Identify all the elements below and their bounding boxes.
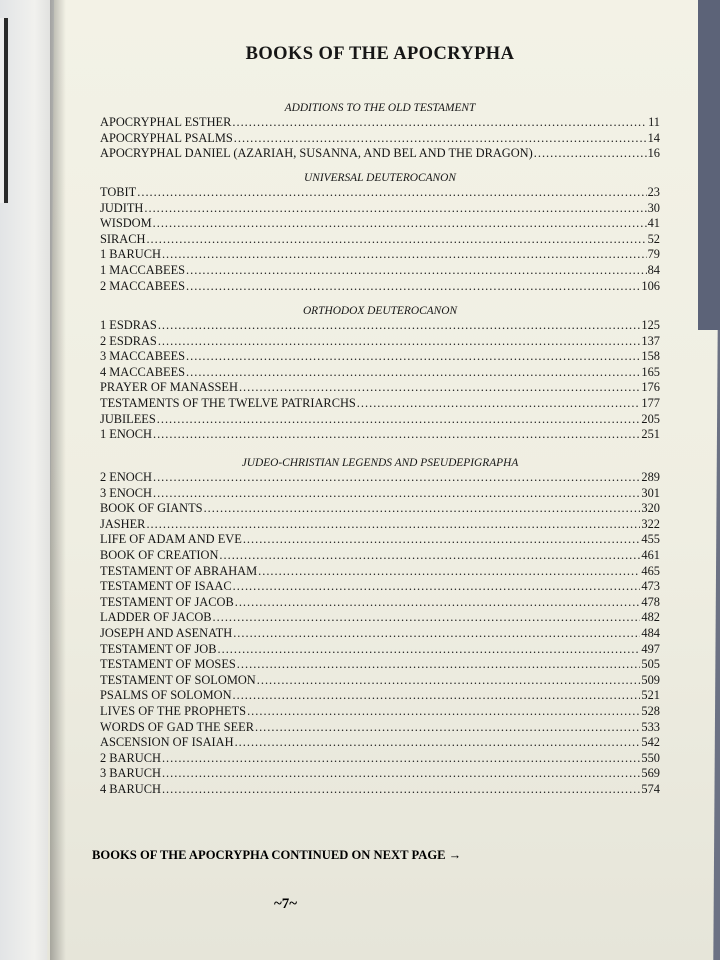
entry-page-number: 177	[641, 395, 660, 410]
entry-page-number: 30	[647, 200, 660, 215]
entry-title: 2 ENOCH	[100, 470, 152, 484]
dot-leader	[157, 412, 641, 428]
dot-leader	[146, 232, 646, 248]
entry-title: 1 ENOCH	[100, 427, 152, 442]
toc-entry	[100, 517, 660, 533]
entry-page-number: 484	[641, 625, 660, 640]
page-number: ~7~	[274, 896, 298, 912]
dot-leader	[243, 532, 641, 548]
dot-leader	[233, 688, 641, 704]
entry-title: 3 ENOCH	[100, 485, 152, 500]
entry-title: LADDER OF JACOB	[100, 610, 212, 625]
entry-title: BOOK OF CREATION	[100, 547, 219, 562]
dot-leader	[237, 657, 641, 673]
toc-entry	[100, 751, 660, 767]
section-heading: ADDITIONS TO THE OLD TESTAMENT	[284, 102, 476, 114]
toc-entry	[100, 610, 660, 626]
entry-page-number: 14	[647, 130, 660, 145]
entry-page-number: 533	[641, 719, 660, 734]
entry-page-number: 176	[641, 380, 660, 395]
toc-section-universal-deuterocanon	[100, 171, 660, 294]
entry-title: 1 ESDRAS	[100, 318, 157, 332]
entry-page-number: 41	[647, 216, 660, 231]
entry-page-number: 16	[647, 146, 660, 161]
toc-entry	[100, 735, 660, 751]
entry-title: WISDOM	[100, 216, 152, 231]
entry-title: 2 ESDRAS	[100, 333, 157, 348]
dot-leader	[158, 334, 641, 350]
dot-leader	[153, 486, 640, 502]
dot-leader	[357, 396, 641, 412]
entry-title: JOSEPH AND ASENATH	[100, 625, 233, 640]
entry-title: APOCRYPHAL ESTHER	[100, 115, 232, 129]
entry-title: PSALMS OF SOLOMON	[100, 688, 232, 703]
entry-title: LIFE OF ADAM AND EVE	[100, 532, 242, 547]
toc-entry	[100, 279, 660, 295]
dot-leader	[186, 349, 640, 365]
entry-page-number: 482	[641, 610, 660, 625]
entry-page-number: 106	[641, 278, 660, 293]
dot-leader	[235, 595, 641, 611]
entry-page-number: 509	[641, 672, 660, 687]
toc-entry	[100, 427, 660, 443]
table-of-contents	[100, 0, 680, 960]
toc-entry	[100, 626, 660, 642]
toc-entry	[100, 486, 660, 502]
dot-leader	[162, 751, 640, 767]
dot-leader	[186, 365, 640, 381]
toc-entry	[100, 318, 660, 334]
entry-title: 1 MACCABEES	[100, 262, 186, 277]
dot-leader	[144, 201, 646, 217]
entry-title: APOCRYPHAL PSALMS	[100, 130, 233, 145]
toc-entry	[100, 720, 660, 736]
entry-title: LIVES OF THE PROPHETS	[100, 703, 247, 718]
entry-page-number: 23	[647, 185, 660, 199]
dot-leader	[162, 766, 640, 782]
entry-title: SIRACH	[100, 231, 146, 246]
toc-entry	[100, 657, 660, 673]
entry-title: 1 BARUCH	[100, 247, 161, 262]
toc-entry	[100, 396, 660, 412]
dot-leader	[153, 427, 640, 443]
toc-entry	[100, 263, 660, 279]
entry-page-number: 497	[641, 641, 660, 656]
entry-page-number: 550	[641, 750, 660, 765]
entry-page-number: 79	[647, 247, 660, 262]
toc-entry	[100, 766, 660, 782]
dot-leader	[146, 517, 640, 533]
page-title: BOOKS OF THE APOCRYPHA	[245, 44, 515, 64]
toc-entry	[100, 201, 660, 217]
entry-title: TESTAMENT OF SOLOMON	[100, 672, 256, 687]
entry-page-number: 455	[641, 532, 660, 547]
entry-title: 3 BARUCH	[100, 766, 161, 781]
dot-leader	[162, 247, 647, 263]
toc-entry	[100, 131, 660, 147]
entry-title: JUDITH	[100, 200, 144, 215]
toc-entry	[100, 673, 660, 689]
toc-entry	[100, 185, 660, 201]
entry-page-number: 542	[641, 735, 660, 750]
entry-page-number: 521	[641, 688, 660, 703]
entry-title: TOBIT	[100, 185, 137, 199]
dot-leader	[233, 626, 640, 642]
entry-page-number: 461	[641, 547, 660, 562]
entry-page-number: 465	[641, 563, 660, 578]
entry-page-number: 320	[641, 501, 660, 516]
dot-leader	[158, 318, 641, 334]
dot-leader	[235, 735, 641, 751]
toc-entry	[100, 595, 660, 611]
entry-title: PRAYER OF MANASSEH	[100, 380, 238, 395]
dot-leader	[257, 673, 641, 689]
entry-title: 4 MACCABEES	[100, 364, 186, 379]
dot-leader	[204, 501, 641, 517]
dot-leader	[258, 564, 640, 580]
dot-leader	[186, 279, 640, 295]
entry-title: 2 BARUCH	[100, 750, 161, 765]
toc-section-orthodox-deuterocanon	[100, 304, 660, 443]
entry-title: WORDS OF GAD THE SEER	[100, 719, 254, 734]
entry-page-number: 322	[641, 516, 660, 531]
toc-entry	[100, 232, 660, 248]
entry-title: TESTAMENT OF MOSES	[100, 657, 236, 672]
entry-title: BOOK OF GIANTS	[100, 501, 203, 516]
dot-leader	[232, 115, 647, 131]
entry-title: 4 BARUCH	[100, 781, 161, 796]
dot-leader	[255, 720, 640, 736]
toc-entry	[100, 579, 660, 595]
dot-leader	[534, 146, 647, 162]
toc-entry	[100, 146, 660, 162]
entry-title: TESTAMENT OF ABRAHAM	[100, 563, 258, 578]
section-heading: JUDEO-CHRISTIAN LEGENDS AND PSEUDEPIGRAPHA	[241, 457, 519, 469]
toc-entry	[100, 412, 660, 428]
dot-leader	[219, 548, 640, 564]
entry-page-number: 301	[641, 485, 660, 500]
toc-entry	[100, 501, 660, 517]
dot-leader	[233, 579, 641, 595]
dot-leader	[153, 216, 647, 232]
entry-title: TESTAMENT OF JACOB	[100, 594, 234, 609]
toc-entry	[100, 548, 660, 564]
left-page-margin	[0, 18, 4, 203]
toc-entry	[100, 349, 660, 365]
toc-entry	[100, 365, 660, 381]
dot-leader	[153, 470, 640, 486]
toc-entry	[100, 564, 660, 580]
entry-title: TESTAMENT OF JOB	[100, 641, 217, 656]
entry-page-number: 158	[641, 349, 660, 364]
continued-note: BOOKS OF THE APOCRYPHA CONTINUED ON NEXT PAGE →	[92, 848, 462, 862]
dot-leader	[213, 610, 641, 626]
entry-page-number: 251	[641, 427, 660, 442]
entry-page-number: 84	[647, 262, 660, 277]
gutter-shadow	[50, 0, 66, 960]
entry-page-number: 52	[647, 231, 660, 246]
background-surface	[698, 0, 720, 330]
entry-page-number: 205	[641, 411, 660, 426]
dot-leader	[186, 263, 647, 279]
entry-page-number: 137	[641, 333, 660, 348]
section-heading: UNIVERSAL DEUTEROCANON	[304, 172, 456, 184]
toc-entry	[100, 380, 660, 396]
entry-page-number: 569	[641, 766, 660, 781]
entry-page-number: 505	[641, 657, 660, 672]
entry-title: JUBILEES	[100, 411, 156, 426]
entry-page-number: 528	[641, 703, 660, 718]
entry-page-number: 289	[641, 470, 660, 484]
dot-leader	[162, 782, 640, 798]
entry-title: 3 MACCABEES	[100, 349, 186, 364]
toc-entry	[100, 782, 660, 798]
dot-leader	[239, 380, 640, 396]
entry-title: JASHER	[100, 516, 146, 531]
dot-leader	[234, 131, 647, 147]
toc-section-legends-pseudepigrapha	[100, 456, 660, 797]
toc-entry	[100, 115, 660, 131]
dot-leader	[137, 185, 646, 201]
entry-page-number: 574	[641, 781, 660, 796]
toc-entry	[100, 334, 660, 350]
entry-title: 2 MACCABEES	[100, 278, 186, 293]
entry-page-number: 478	[641, 594, 660, 609]
entry-page-number: 125	[641, 318, 660, 332]
toc-entry	[100, 532, 660, 548]
entry-title: APOCRYPHAL DANIEL (AZARIAH, SUSANNA, AND BEL AND THE DRAGON)	[100, 146, 533, 161]
dot-leader	[218, 642, 641, 658]
toc-entry	[100, 216, 660, 232]
entry-title: TESTAMENT OF ISAAC	[100, 579, 232, 594]
dot-leader	[247, 704, 640, 720]
entry-page-number: 473	[641, 579, 660, 594]
entry-title: ASCENSION OF ISAIAH	[100, 735, 234, 750]
toc-entry	[100, 470, 660, 486]
toc-entry	[100, 704, 660, 720]
toc-entry	[100, 642, 660, 658]
toc-entry	[100, 688, 660, 704]
toc-section-additions	[100, 101, 660, 162]
entry-page-number: 165	[641, 364, 660, 379]
entry-title: TESTAMENTS OF THE TWELVE PATRIARCHS	[100, 395, 356, 410]
section-heading: ORTHODOX DEUTEROCANON	[302, 305, 458, 317]
entry-page-number: 11	[648, 115, 660, 129]
toc-entry	[100, 247, 660, 263]
